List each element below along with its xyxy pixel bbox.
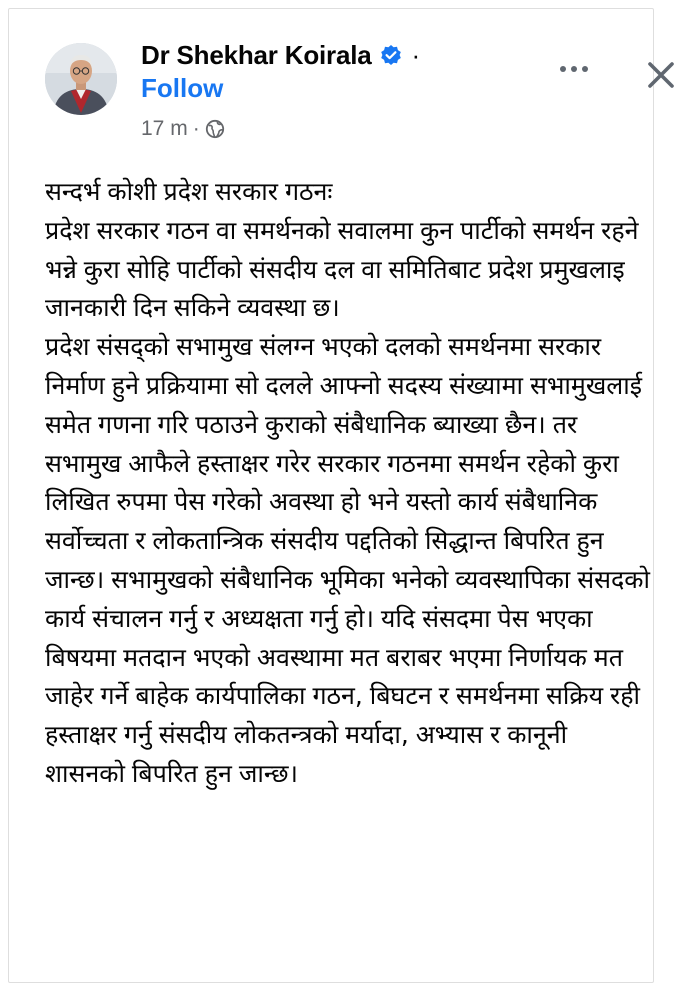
more-options-icon[interactable]	[559, 65, 589, 73]
author-row	[141, 37, 420, 73]
close-icon[interactable]	[647, 61, 675, 89]
post-card	[8, 8, 654, 983]
post-paragraph: प्रदेश सरकार गठन वा समर्थनको सवालमा कुन पार्टीको समर्थन रहने भन्ने कुरा सोहि पार्टीको संसदीय दल वा समितिबाट प्रदेश प्रमुखलाइ जानकारी दिन सकिने व्यवस्था छ।	[45, 215, 639, 323]
meta-separator: ·	[192, 117, 200, 140]
avatar-image	[45, 43, 117, 115]
avatar[interactable]	[45, 43, 117, 115]
follow-button[interactable]: Follow	[141, 73, 224, 103]
name-separator: ·	[411, 40, 421, 70]
globe-icon[interactable]	[205, 119, 225, 139]
post-paragraph: प्रदेश संसद्को सभामुख संलग्न भएको दलको समर्थनमा सरकार निर्माण हुने प्रक्रियामा सो दलले आफ्नो सदस्य संख्यामा सभामुखलाई समेत गणना गरि पठाउने कुराको संबैधानिक ब्याख्या छैन। तर सभामुख आफैले हस्ताक्षर गरेर सरकार गठनमा समर्थन रहेको कुरा लिखित रुपमा पेस गरेको अवस्था हो भने यस्तो कार्य संबैधानिक सर्वोच्चता र लोकतान्त्रिक संसदीय पद्दतिको सिद्धान्त बिपरित हुन जान्छ। सभामुखको संबैधानिक भूमिका भनेको व्यवस्थापिका संसदको कार्य संचालन गर्नु र अध्यक्षता गर्नु हो। यदि संसदमा पेस भएका बिषयमा मतदान भएको अवस्थामा मत बराबर भएमा निर्णायक मत जाहेर गर्ने बाहेक कार्यपालिका गठन, बिघटन र समर्थनमा सक्रिय रही हस्ताक्षर गर्नु संसदीय लोकतन्त्रको मर्यादा, अभ्यास र कानूनी शासनको बिपरित हुन जान्छ।	[45, 332, 650, 788]
post-timestamp[interactable]: 17 m	[141, 117, 188, 140]
post-paragraph: सन्दर्भ कोशी प्रदेश सरकार गठनः	[45, 177, 333, 206]
post-header	[45, 31, 645, 143]
post-meta	[141, 117, 225, 141]
post-body	[45, 173, 651, 794]
author-name[interactable]: Dr Shekhar Koirala	[141, 39, 372, 70]
verified-badge-icon	[380, 44, 402, 66]
